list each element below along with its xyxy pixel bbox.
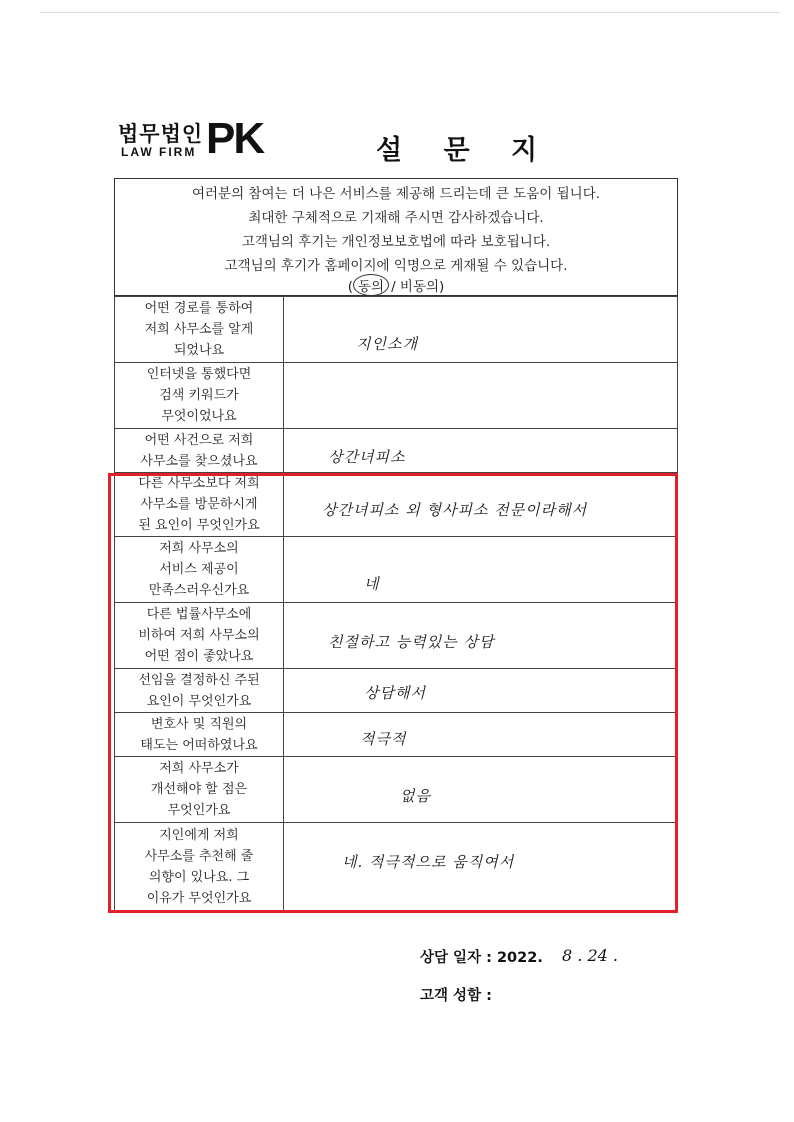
consent-open-paren: (	[347, 279, 353, 295]
question-text: 지인에게 저희	[159, 827, 239, 843]
logo-pk-mark: PK	[206, 114, 264, 163]
survey-table	[114, 296, 678, 911]
question-cell	[115, 757, 284, 823]
handwritten-answer: 적극적	[360, 730, 407, 748]
consent-choice	[115, 274, 677, 296]
question-text: 서비스 제공이	[159, 562, 239, 577]
law-firm-logo	[118, 114, 268, 163]
handwritten-answer: 네. 적극적으로 움직여서	[342, 853, 515, 871]
table-row	[115, 823, 678, 911]
table-row	[115, 603, 678, 669]
question-cell	[115, 429, 284, 473]
question-text: 어떤 점이 좋았나요	[144, 649, 254, 664]
answer-cell[interactable]	[284, 603, 678, 669]
question-text: 어떤 사건으로 저희	[144, 432, 254, 448]
consent-disagree[interactable]: 비동의)	[399, 279, 445, 295]
handwritten-answer: 상담해서	[364, 684, 426, 702]
question-text: 사무소를 방문하시게	[140, 497, 258, 512]
intro-line: 여러분의 참여는 더 나은 서비스를 제공해 드리는데 큰 도움이 됩니다.	[191, 186, 601, 202]
question-cell	[115, 297, 284, 363]
table-row	[115, 363, 678, 429]
table-row	[115, 537, 678, 603]
answer-cell[interactable]	[284, 537, 678, 603]
question-text: 다른 법률사무소에	[146, 607, 252, 622]
table-row	[115, 713, 678, 757]
question-cell	[115, 537, 284, 603]
table-row	[115, 297, 678, 363]
question-cell	[115, 669, 284, 713]
question-text: 무엇이었나요	[161, 409, 237, 424]
answer-cell[interactable]	[284, 429, 678, 473]
question-text: 만족스러우신가요	[148, 583, 250, 598]
answer-cell[interactable]	[284, 297, 678, 363]
handwritten-answer: 없음	[400, 787, 431, 805]
question-text: 개선해야 할 점은	[150, 782, 248, 797]
question-text: 의향이 있나요. 그	[148, 869, 250, 885]
question-text: 비하여 저희 사무소의	[138, 628, 260, 643]
table-row	[115, 473, 678, 537]
question-text: 변호사 및 직원의	[150, 716, 248, 732]
question-text: 선임을 결정하신 주된	[138, 672, 260, 688]
question-text: 저희 사무소가	[159, 761, 239, 776]
question-cell	[115, 473, 284, 537]
answer-cell[interactable]	[284, 473, 678, 537]
question-cell	[115, 823, 284, 911]
question-text: 무엇인가요	[167, 803, 231, 818]
consent-separator: /	[391, 279, 396, 295]
page-title: 설 문 지	[376, 135, 554, 166]
question-text: 다른 사무소보다 저희	[138, 476, 260, 491]
intro-line: 최대한 구체적으로 기재해 주시면 감사하겠습니다.	[248, 210, 544, 226]
question-text: 저희 사무소를 알게	[144, 322, 254, 337]
handwritten-answer: 네	[364, 575, 380, 593]
answer-cell[interactable]	[284, 363, 678, 429]
table-row	[115, 669, 678, 713]
answer-cell[interactable]	[284, 669, 678, 713]
question-cell	[115, 363, 284, 429]
answer-cell[interactable]	[284, 757, 678, 823]
question-cell	[115, 713, 284, 757]
handwritten-answer: 지인소개	[356, 335, 418, 353]
question-text: 요인이 무엇인가요	[146, 693, 252, 709]
consult-date-value[interactable]: 8 . 24 .	[562, 946, 618, 965]
consult-date-label: 상담 일자 : 2022.	[420, 950, 543, 966]
table-row	[115, 429, 678, 473]
intro-line: 고객님의 후기가 홈페이지에 익명으로 게재될 수 있습니다.	[224, 258, 568, 274]
question-text: 된 요인이 무엇인가요	[138, 518, 260, 533]
question-text: 이유가 무엇인가요	[146, 890, 252, 906]
question-text: 어떤 경로를 통하여	[144, 301, 254, 316]
consent-agree-circled[interactable]: 동의	[353, 274, 389, 296]
question-text: 검색 키워드가	[159, 388, 239, 403]
table-row	[115, 757, 678, 823]
question-text: 사무소를 찾으셨나요	[140, 453, 258, 469]
logo-korean-text: 법무법인	[118, 122, 204, 146]
intro-line: 고객님의 후기는 개인정보보호법에 따라 보호됩니다.	[241, 234, 551, 250]
answer-cell[interactable]	[284, 713, 678, 757]
question-text: 태도는 어떠하였나요	[140, 737, 258, 753]
question-text: 저희 사무소의	[159, 541, 239, 556]
handwritten-answer: 친절하고 능력있는 상담	[328, 633, 495, 651]
intro-box	[114, 178, 678, 296]
customer-name-label: 고객 성함 :	[420, 988, 492, 1004]
question-text: 사무소를 추천해 줄	[144, 848, 254, 864]
answer-cell[interactable]	[284, 823, 678, 911]
question-cell	[115, 603, 284, 669]
scan-edge	[40, 12, 780, 13]
logo-english-text: LAW FIRM	[121, 145, 197, 159]
handwritten-answer: 상간녀피소	[328, 448, 406, 466]
question-text: 되었나요	[173, 343, 225, 358]
question-text: 인터넷을 통했다면	[146, 367, 252, 382]
handwritten-answer: 상간녀피소 외 형사피소 전문이라해서	[322, 501, 588, 519]
